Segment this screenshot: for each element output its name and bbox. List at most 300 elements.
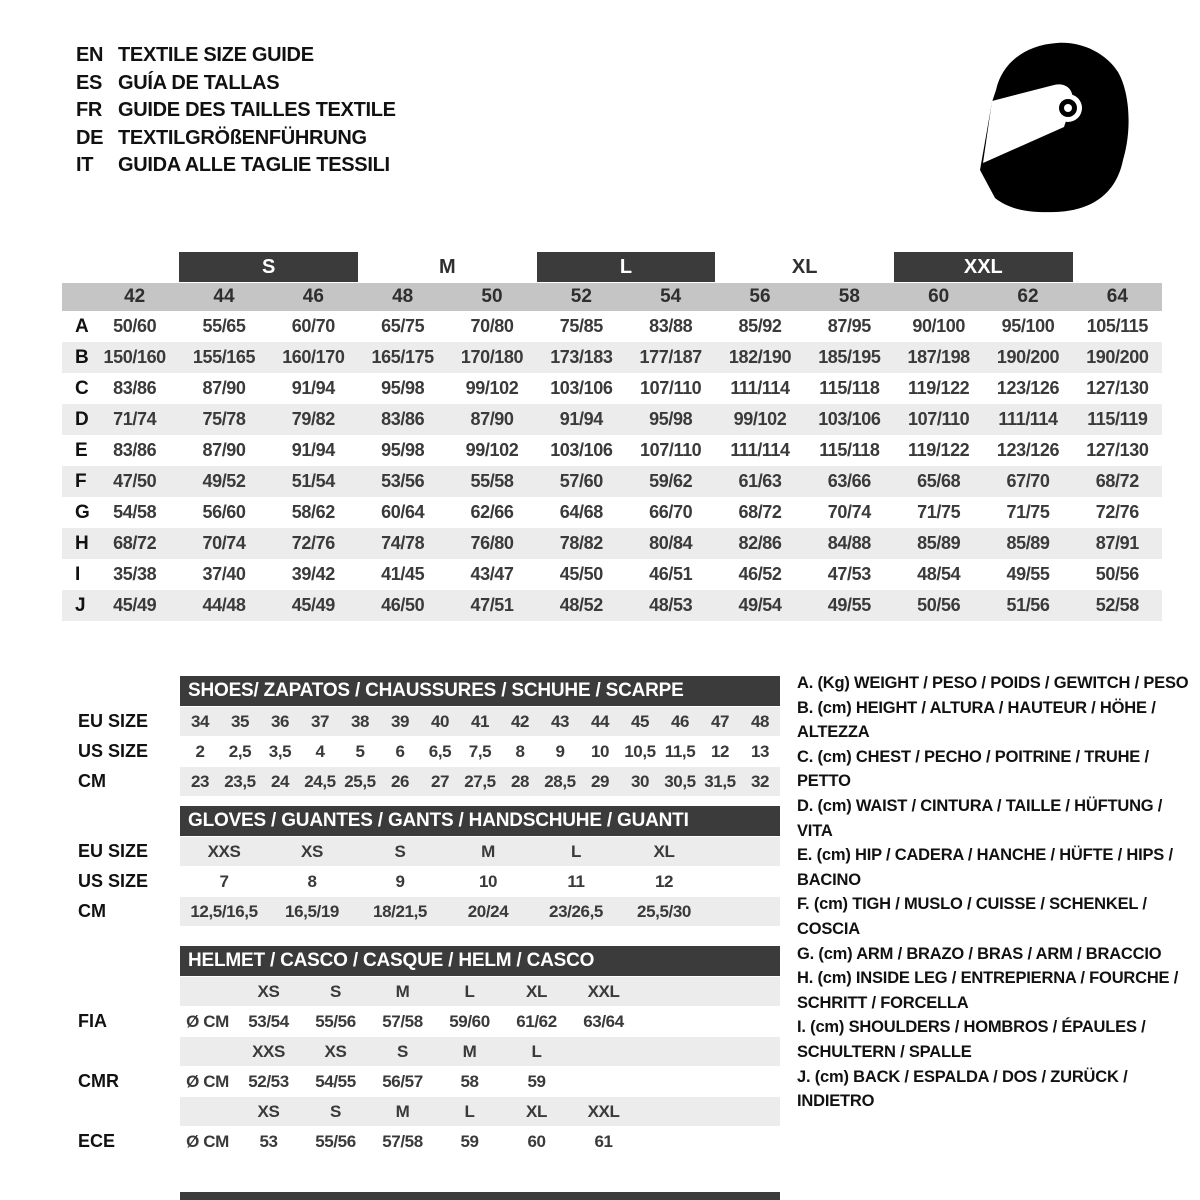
eu-size-number-row: [62, 283, 1162, 311]
size-cell: 72/76: [1095, 502, 1139, 522]
value-cell: 2,5: [228, 741, 252, 761]
helmet-size-cell: XL: [526, 981, 547, 1001]
gloves-rows: [62, 837, 780, 926]
value-cell: 8: [515, 741, 525, 761]
value-cell: 4: [315, 741, 325, 761]
value-cell: 26: [390, 771, 410, 791]
size-cell: 103/106: [550, 440, 613, 460]
value-cell: 39: [390, 711, 410, 731]
size-cell: 57/60: [559, 471, 603, 491]
value-cell: 57/58: [382, 1131, 423, 1151]
helmet-size-cell: S: [397, 1041, 408, 1061]
helmet-size-cell: M: [395, 981, 410, 1001]
row-letter: F: [75, 470, 87, 492]
size-cell: 87/90: [470, 409, 514, 429]
certification-label: FIA: [78, 1011, 107, 1031]
legend-item: F. (cm) TIGH / MUSLO / CUISSE / SCHENKEL / COSCIA: [797, 895, 1147, 938]
size-cell: 68/72: [738, 502, 782, 522]
shoes-row: [62, 737, 780, 766]
language-title-list: [76, 42, 396, 180]
value-cell: 61: [594, 1131, 613, 1151]
section-title-gloves: GLOVES / GUANTES / GANTS / HANDSCHUHE / GUANTI: [180, 806, 780, 836]
row-letter: A: [75, 315, 89, 337]
row-values: [180, 1007, 780, 1036]
size-cell: 65/75: [381, 316, 425, 336]
helmet-size-cell: XS: [324, 1041, 347, 1061]
racing-helmet-icon: [970, 35, 1140, 215]
value-cell: 41: [470, 711, 490, 731]
size-cell: 115/118: [819, 440, 880, 460]
value-cell: 11,5: [664, 741, 696, 761]
value-cell: 13: [750, 741, 770, 761]
size-cell: 84/88: [827, 533, 871, 553]
legend-item: C. (cm) CHEST / PECHO / POITRINE / TRUHE / PETTO: [797, 747, 1149, 791]
value-cell: 48: [750, 711, 770, 731]
value-cell: 27,5: [464, 771, 496, 791]
eu-size-number: 46: [302, 286, 324, 307]
value-cell: 25,5/30: [637, 901, 691, 921]
size-cell: 78/82: [559, 533, 603, 553]
value-cell: 18/21,5: [373, 901, 427, 921]
size-cell: 67/70: [1006, 471, 1050, 491]
size-cell: 46/52: [738, 564, 782, 584]
eu-size-number: 54: [660, 286, 682, 307]
size-cell: 83/86: [381, 409, 425, 429]
size-cell: 173/183: [550, 347, 613, 367]
size-cell: 43/47: [470, 564, 514, 584]
size-group-l: L: [537, 252, 716, 282]
table-row: [62, 497, 1162, 528]
size-cell: 95/100: [1001, 316, 1055, 336]
value-cell: 28: [510, 771, 530, 791]
size-cell: 119/122: [908, 440, 970, 460]
value-cell: 59/60: [449, 1011, 490, 1031]
eu-size-number: 52: [570, 286, 592, 307]
value-cell: 56/57: [382, 1071, 423, 1091]
size-cell: 91/94: [291, 378, 335, 398]
measurement-rows: [62, 311, 1162, 621]
shoes-size-table: [62, 676, 780, 796]
size-cell: 50/56: [1095, 564, 1139, 584]
size-cell: 170/180: [460, 347, 524, 367]
row-label: CM: [78, 771, 106, 791]
helmet-size-cell: XS: [257, 1101, 280, 1121]
value-cell: 43: [550, 711, 570, 731]
eu-size-number: 60: [928, 286, 950, 307]
value-cell: 5: [355, 741, 365, 761]
eu-size-number: 62: [1017, 286, 1039, 307]
size-cell: 107/110: [640, 378, 702, 398]
row-letter: D: [75, 408, 89, 430]
size-cell: 39/42: [291, 564, 335, 584]
row-values: [180, 1127, 780, 1156]
row-label: EU SIZE: [78, 711, 149, 731]
size-cell: 70/80: [470, 316, 514, 336]
value-cell: 53: [259, 1131, 278, 1151]
size-cell: 62/66: [470, 502, 514, 522]
eu-size-number: 50: [481, 286, 503, 307]
value-cell: 61/62: [516, 1011, 557, 1031]
size-cell: 95/98: [381, 440, 425, 460]
size-cell: 111/114: [998, 409, 1058, 429]
certification-label: CMR: [78, 1071, 119, 1091]
row-values: [180, 1037, 780, 1066]
value-cell: 7: [219, 871, 229, 891]
table-row: [62, 435, 1162, 466]
value-cell: 23/26,5: [549, 901, 603, 921]
gloves-row: [62, 897, 780, 926]
size-cell: 127/130: [1086, 440, 1149, 460]
value-cell: 8: [307, 871, 317, 891]
row-values: [180, 737, 780, 766]
language-code: DE: [76, 126, 104, 149]
language-title: TEXTILGRÖßENFÜHRUNG: [118, 126, 367, 149]
value-cell: 42: [510, 711, 530, 731]
language-row: [76, 97, 396, 125]
helmet-values-row: [62, 1007, 780, 1036]
size-cell: 99/102: [465, 378, 519, 398]
size-cell: 51/54: [291, 471, 335, 491]
size-cell: 85/89: [917, 533, 961, 553]
value-cell: 10,5: [624, 741, 656, 761]
size-cell: 35/38: [113, 564, 157, 584]
row-values: [180, 707, 780, 736]
value-cell: 16,5/19: [285, 901, 339, 921]
size-cell: 190/200: [996, 347, 1060, 367]
eu-size-number: 44: [213, 286, 235, 307]
size-cell: 177/187: [639, 347, 702, 367]
legend-item: J. (cm) BACK / ESPALDA / DOS / ZURÜCK / INDIETRO: [797, 1067, 1128, 1111]
size-cell: 48/52: [559, 595, 603, 615]
row-letter: I: [75, 563, 81, 585]
size-label-row: [62, 252, 1162, 282]
value-cell: XL: [653, 841, 675, 861]
value-cell: 38: [350, 711, 370, 731]
row-values: [180, 1097, 780, 1126]
size-group-xxl: XXL: [894, 252, 1073, 282]
size-cell: 66/70: [649, 502, 693, 522]
size-cell: 119/122: [908, 378, 970, 398]
size-cell: 87/90: [202, 440, 246, 460]
value-cell: 55/56: [315, 1131, 356, 1151]
legend-item: G. (cm) ARM / BRAZO / BRAS / ARM / BRACCIO: [797, 944, 1162, 963]
size-cell: 80/84: [649, 533, 693, 553]
eu-size-number: 58: [838, 286, 860, 307]
size-cell: 47/53: [827, 564, 871, 584]
value-cell: 24,5: [304, 771, 336, 791]
helmet-values-row: [62, 1127, 780, 1156]
value-cell: 9: [555, 741, 565, 761]
value-cell: 25,5: [344, 771, 376, 791]
table-row: [62, 559, 1162, 590]
size-cell: 185/195: [818, 347, 881, 367]
size-cell: 83/88: [649, 316, 693, 336]
helmet-sizes-row: [62, 1037, 780, 1066]
value-cell: 10: [478, 871, 498, 891]
size-cell: 99/102: [733, 409, 787, 429]
size-group-xl: XL: [791, 255, 818, 278]
size-cell: 83/86: [113, 440, 157, 460]
legend-item: A. (Kg) WEIGHT / PESO / POIDS / GEWITCH / PESO: [797, 674, 1189, 692]
value-cell: 55/56: [315, 1011, 356, 1031]
size-cell: 87/90: [202, 378, 246, 398]
value-cell: 46: [670, 711, 690, 731]
size-cell: 52/58: [1095, 595, 1139, 615]
eu-size-number: 56: [749, 286, 771, 307]
size-cell: 190/200: [1086, 347, 1149, 367]
table-row: [62, 528, 1162, 559]
size-cell: 165/175: [371, 347, 434, 367]
value-cell: XXS: [207, 841, 241, 861]
value-cell: XS: [301, 841, 323, 861]
size-cell: 55/58: [470, 471, 514, 491]
gloves-row: [62, 837, 780, 866]
row-letter: E: [75, 439, 88, 461]
helmet-size-cell: S: [330, 1101, 341, 1121]
size-cell: 49/52: [202, 471, 246, 491]
table-row: [62, 373, 1162, 404]
language-row: [76, 125, 396, 153]
value-cell: 45: [630, 711, 650, 731]
size-cell: 83/86: [113, 378, 157, 398]
value-cell: 3,5: [268, 741, 292, 761]
value-cell: 27: [430, 771, 450, 791]
size-cell: 91/94: [559, 409, 603, 429]
gloves-row: [62, 867, 780, 896]
textile-size-table: [62, 252, 1162, 621]
helmet-sizes-row: [62, 977, 780, 1006]
size-cell: 107/110: [908, 409, 970, 429]
value-cell: 32: [750, 771, 770, 791]
value-cell: 11: [567, 871, 585, 891]
size-cell: 95/98: [649, 409, 693, 429]
value-cell: M: [481, 841, 495, 861]
size-cell: 55/65: [202, 316, 246, 336]
size-cell: 160/170: [282, 347, 345, 367]
measurement-legend: [797, 671, 1199, 1114]
value-cell: 47: [710, 711, 730, 731]
size-cell: 107/110: [640, 440, 702, 460]
size-cell: 68/72: [1095, 471, 1139, 491]
helmet-size-cell: M: [395, 1101, 410, 1121]
legend-item: H. (cm) INSIDE LEG / ENTREPIERNA / FOURCHE / SCHRITT / FORCELLA: [797, 969, 1179, 1012]
size-cell: 150/160: [103, 347, 166, 367]
row-label: [62, 1097, 180, 1126]
size-cell: 71/74: [113, 409, 157, 429]
value-cell: 20/24: [467, 901, 509, 921]
value-cell: 54/55: [315, 1071, 356, 1091]
value-cell: 6: [395, 741, 405, 761]
language-title: GUÍA DE TALLAS: [118, 71, 280, 94]
size-cell: 155/165: [192, 347, 256, 367]
helmet-size-cell: L: [464, 1101, 475, 1121]
table-row: [62, 404, 1162, 435]
value-cell: 24: [270, 771, 290, 791]
shoes-row: [62, 707, 780, 736]
size-cell: 46/50: [381, 595, 425, 615]
value-cell: 23,5: [224, 771, 256, 791]
size-cell: 187/198: [907, 347, 970, 367]
size-cell: 182/190: [728, 347, 792, 367]
value-cell: 63/64: [583, 1011, 624, 1031]
size-cell: 70/74: [202, 533, 246, 553]
row-values: [180, 1067, 780, 1096]
diameter-unit-label: Ø CM: [186, 1131, 229, 1151]
row-letter: H: [75, 532, 89, 554]
size-cell: 48/53: [649, 595, 693, 615]
size-cell: 45/49: [291, 595, 335, 615]
size-cell: 111/114: [730, 378, 790, 398]
row-letter: G: [75, 501, 90, 523]
gloves-size-table: [62, 806, 780, 926]
size-cell: 60/64: [381, 502, 425, 522]
helmet-size-cell: S: [330, 981, 341, 1001]
value-cell: 40: [430, 711, 450, 731]
language-title: GUIDA ALLE TAGLIE TESSILI: [118, 154, 390, 177]
row-label: US SIZE: [78, 741, 149, 761]
value-cell: 7,5: [468, 741, 492, 761]
size-cell: 47/50: [113, 471, 157, 491]
size-group-m: M: [438, 255, 456, 278]
diameter-unit-label: Ø CM: [186, 1071, 229, 1091]
helmet-size-cell: L: [464, 981, 475, 1001]
size-cell: 71/75: [1006, 502, 1050, 522]
legend-item: B. (cm) HEIGHT / ALTURA / HAUTEUR / HÖHE / ALTEZZA: [797, 698, 1156, 742]
table-row: [62, 311, 1162, 342]
size-cell: 91/94: [291, 440, 335, 460]
row-values: [180, 837, 780, 866]
size-cell: 82/86: [738, 533, 782, 553]
value-cell: 23: [190, 771, 210, 791]
row-values: [180, 897, 780, 926]
row-label: [62, 977, 180, 1006]
size-cell: 48/54: [917, 564, 961, 584]
value-cell: 10: [590, 741, 610, 761]
eu-size-number: 64: [1106, 286, 1128, 307]
value-cell: 60: [527, 1131, 546, 1151]
section-title-helmet: HELMET / CASCO / CASQUE / HELM / CASCO: [180, 946, 780, 976]
size-cell: 60/70: [291, 316, 335, 336]
language-code: FR: [76, 99, 103, 122]
value-cell: 12: [710, 741, 730, 761]
size-cell: 75/85: [559, 316, 603, 336]
value-cell: 59: [527, 1071, 546, 1091]
value-cell: 35: [230, 711, 250, 731]
size-cell: 103/106: [550, 378, 613, 398]
size-cell: 103/106: [818, 409, 881, 429]
row-letter: B: [75, 346, 89, 368]
size-cell: 50/56: [917, 595, 961, 615]
language-row: [76, 152, 396, 180]
row-values: [180, 867, 780, 896]
value-cell: S: [394, 841, 406, 861]
value-cell: 36: [270, 711, 290, 731]
visor-pivot-center: [1064, 104, 1072, 112]
language-code: EN: [76, 44, 104, 67]
row-label: [62, 1037, 180, 1066]
size-cell: 99/102: [465, 440, 519, 460]
size-cell: 45/50: [559, 564, 603, 584]
value-cell: L: [571, 841, 581, 861]
size-cell: 37/40: [202, 564, 246, 584]
size-cell: 75/78: [202, 409, 246, 429]
size-cell: 44/48: [202, 595, 246, 615]
size-cell: 71/75: [917, 502, 961, 522]
value-cell: 12,5/16,5: [190, 901, 258, 921]
value-cell: 30: [630, 771, 650, 791]
legend-item: E. (cm) HIP / CADERA / HANCHE / HÜFTE / HIPS / BACINO: [797, 846, 1173, 889]
table-row: [62, 466, 1162, 497]
size-cell: 41/45: [381, 564, 425, 584]
size-cell: 46/51: [649, 564, 693, 584]
helmet-sizes-row: [62, 1097, 780, 1126]
size-cell: 111/114: [730, 440, 790, 460]
value-cell: 6,5: [428, 741, 452, 761]
size-cell: 45/49: [113, 595, 157, 615]
helmet-values-row: [62, 1067, 780, 1096]
size-cell: 64/68: [559, 502, 603, 522]
size-cell: 72/76: [291, 533, 335, 553]
value-cell: 53/54: [248, 1011, 289, 1031]
eu-size-number: 42: [124, 286, 146, 307]
helmet-size-cell: L: [531, 1041, 542, 1061]
size-cell: 61/63: [738, 471, 782, 491]
value-cell: 31,5: [704, 771, 736, 791]
table-row: [62, 342, 1162, 373]
row-values: [180, 977, 780, 1006]
cropped-next-section-bar: [180, 1192, 780, 1200]
helmet-size-cell: XS: [257, 981, 280, 1001]
size-cell: 115/119: [1087, 409, 1148, 429]
size-cell: 105/115: [1086, 316, 1148, 336]
table-row: [62, 590, 1162, 621]
helmet-size-cell: XXL: [587, 981, 620, 1001]
size-cell: 63/66: [827, 471, 871, 491]
size-cell: 58/62: [291, 502, 335, 522]
value-cell: 30,5: [664, 771, 696, 791]
size-cell: 51/56: [1006, 595, 1050, 615]
size-cell: 49/54: [738, 595, 782, 615]
helmet-size-cell: XXS: [252, 1041, 285, 1061]
shoes-row: [62, 767, 780, 796]
size-cell: 49/55: [827, 595, 871, 615]
size-cell: 123/126: [996, 378, 1060, 398]
size-cell: 65/68: [917, 471, 961, 491]
language-title: GUIDE DES TAILLES TEXTILE: [118, 99, 396, 122]
eu-size-number: 48: [392, 286, 414, 307]
size-cell: 49/55: [1006, 564, 1050, 584]
size-cell: 85/89: [1006, 533, 1050, 553]
value-cell: 37: [310, 711, 330, 731]
size-cell: 54/58: [113, 502, 157, 522]
helmet-size-cell: XXL: [587, 1101, 620, 1121]
value-cell: 58: [460, 1071, 479, 1091]
value-cell: 57/58: [382, 1011, 423, 1031]
size-cell: 115/118: [819, 378, 880, 398]
section-title-shoes: SHOES/ ZAPATOS / CHAUSSURES / SCHUHE / SCARPE: [180, 676, 780, 706]
size-group-s: S: [179, 252, 358, 282]
value-cell: 9: [395, 871, 405, 891]
row-letter: C: [75, 377, 89, 399]
size-cell: 127/130: [1086, 378, 1149, 398]
size-cell: 87/91: [1095, 533, 1139, 553]
size-cell: 53/56: [381, 471, 425, 491]
size-cell: 47/51: [470, 595, 514, 615]
size-cell: 50/60: [113, 316, 157, 336]
size-cell: 59/62: [649, 471, 693, 491]
helmet-size-cell: M: [462, 1041, 477, 1061]
value-cell: 28,5: [544, 771, 576, 791]
